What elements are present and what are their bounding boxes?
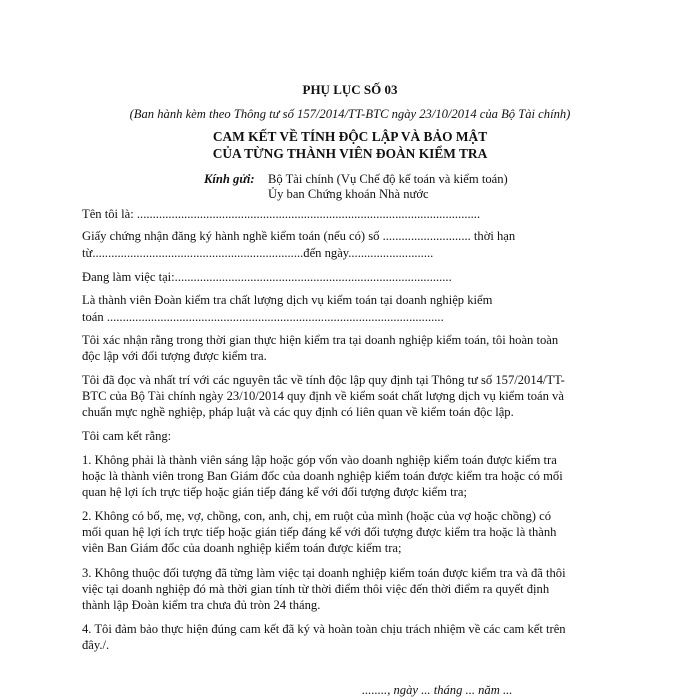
- commitment-2-line-3: viên Ban Giám đốc của doanh nghiệp kiểm toán được kiểm tra;: [82, 541, 402, 555]
- commitment-1-line-2: hoặc là thành viên trong Ban Giám đốc của doanh nghiệp kiểm toán được kiểm tra hoặc có mối: [82, 469, 563, 483]
- commitment-4-line-1: 4. Tôi đảm bảo thực hiện đúng cam kết đã ký và hoàn toàn chịu trách nhiệm về các cam kết trên: [82, 622, 566, 636]
- issued-note: (Ban hành kèm theo Thông tư số 157/2014/TT-BTC ngày 23/10/2014 của Bộ Tài chính): [129, 107, 571, 121]
- date-line: ........, ngày ... tháng ... năm ...: [362, 683, 513, 697]
- agreement-line-3: chuẩn mực nghề nghiệp, pháp luật và các quy định có liên quan về kiểm toán độc lập.: [82, 405, 514, 419]
- workplace-field: Đang làm việc tại:........................................................................................: [82, 270, 452, 284]
- document-title-line-1: CAM KẾT VỀ TÍNH ĐỘC LẬP VÀ BẢO MẬT: [212, 129, 488, 144]
- recipient-line-1: Bộ Tài chính (Vụ Chế độ kế toán và kiểm toán): [268, 172, 508, 186]
- commitment-2-line-2: mối quan hệ lợi ích trực tiếp hoặc gián tiếp đáng kể với đối tượng được kiểm tra hoặc là thành: [82, 525, 557, 539]
- commitment-3-line-3: thành lập Đoàn kiểm tra chưa đủ tròn 24 tháng.: [82, 598, 321, 612]
- appendix-heading: PHỤ LỤC SỐ 03: [302, 82, 398, 97]
- agreement-line-1: Tôi đã đọc và nhất trí với các nguyên tắc về tính độc lập quy định tại Thông tư số 157/2014/TT-: [82, 373, 565, 387]
- commitment-4-line-2: đây./.: [82, 638, 110, 652]
- confirmation-line-1: Tôi xác nhận rằng trong thời gian thực hiện kiểm tra tại doanh nghiệp kiểm toán, tôi hoàn toàn: [82, 333, 559, 347]
- name-field: Tên tôi là: .............................................................................................................: [82, 207, 481, 221]
- member-field-line-1: Là thành viên Đoàn kiểm tra chất lượng dịch vụ kiểm toán tại doanh nghiệp kiểm: [82, 293, 493, 307]
- document-title-line-2: CỦA TỪNG THÀNH VIÊN ĐOÀN KIỂM TRA: [212, 146, 488, 161]
- commitment-3-line-2: việc tại doanh nghiệp đó mà thời gian tính từ thời điểm thôi việc đến thời điểm ra quyết định: [82, 582, 550, 596]
- recipient-label: Kính gửi:: [204, 172, 255, 186]
- commitment-intro: Tôi cam kết rằng:: [82, 429, 172, 443]
- member-field-line-2: toán ...........................................................................................................: [82, 310, 444, 324]
- commitment-2-line-1: 2. Không có bố, mẹ, vợ, chồng, con, anh, chị, em ruột của mình (hoặc của vợ hoặc chồng) có: [82, 509, 552, 523]
- agreement-line-2: BTC của Bộ Tài chính ngày 23/10/2014 quy định về kiểm soát chất lượng dịch vụ kiểm toán và: [82, 389, 564, 403]
- confirmation-line-2: độc lập với đối tượng được kiểm tra.: [82, 349, 267, 363]
- commitment-1-line-3: quan hệ lợi ích trực tiếp hoặc gián tiếp đáng kể với đối tượng được kiểm tra;: [82, 485, 467, 499]
- license-field-line-1: Giấy chứng nhận đăng ký hành nghề kiểm toán (nếu có) số ............................ thời hạn: [82, 229, 516, 243]
- commitment-3-line-1: 3. Không thuộc đối tượng đã từng làm việc tại doanh nghiệp kiểm toán được kiểm tra và đã thôi: [82, 566, 566, 580]
- recipient-line-2: Ủy ban Chứng khoán Nhà nước: [268, 187, 429, 201]
- commitment-1-line-1: 1. Không phải là thành viên sáng lập hoặc góp vốn vào doanh nghiệp kiểm toán được kiểm tra: [82, 453, 557, 467]
- license-field-line-2: từ...................................................................đến ngày...........................: [82, 246, 434, 260]
